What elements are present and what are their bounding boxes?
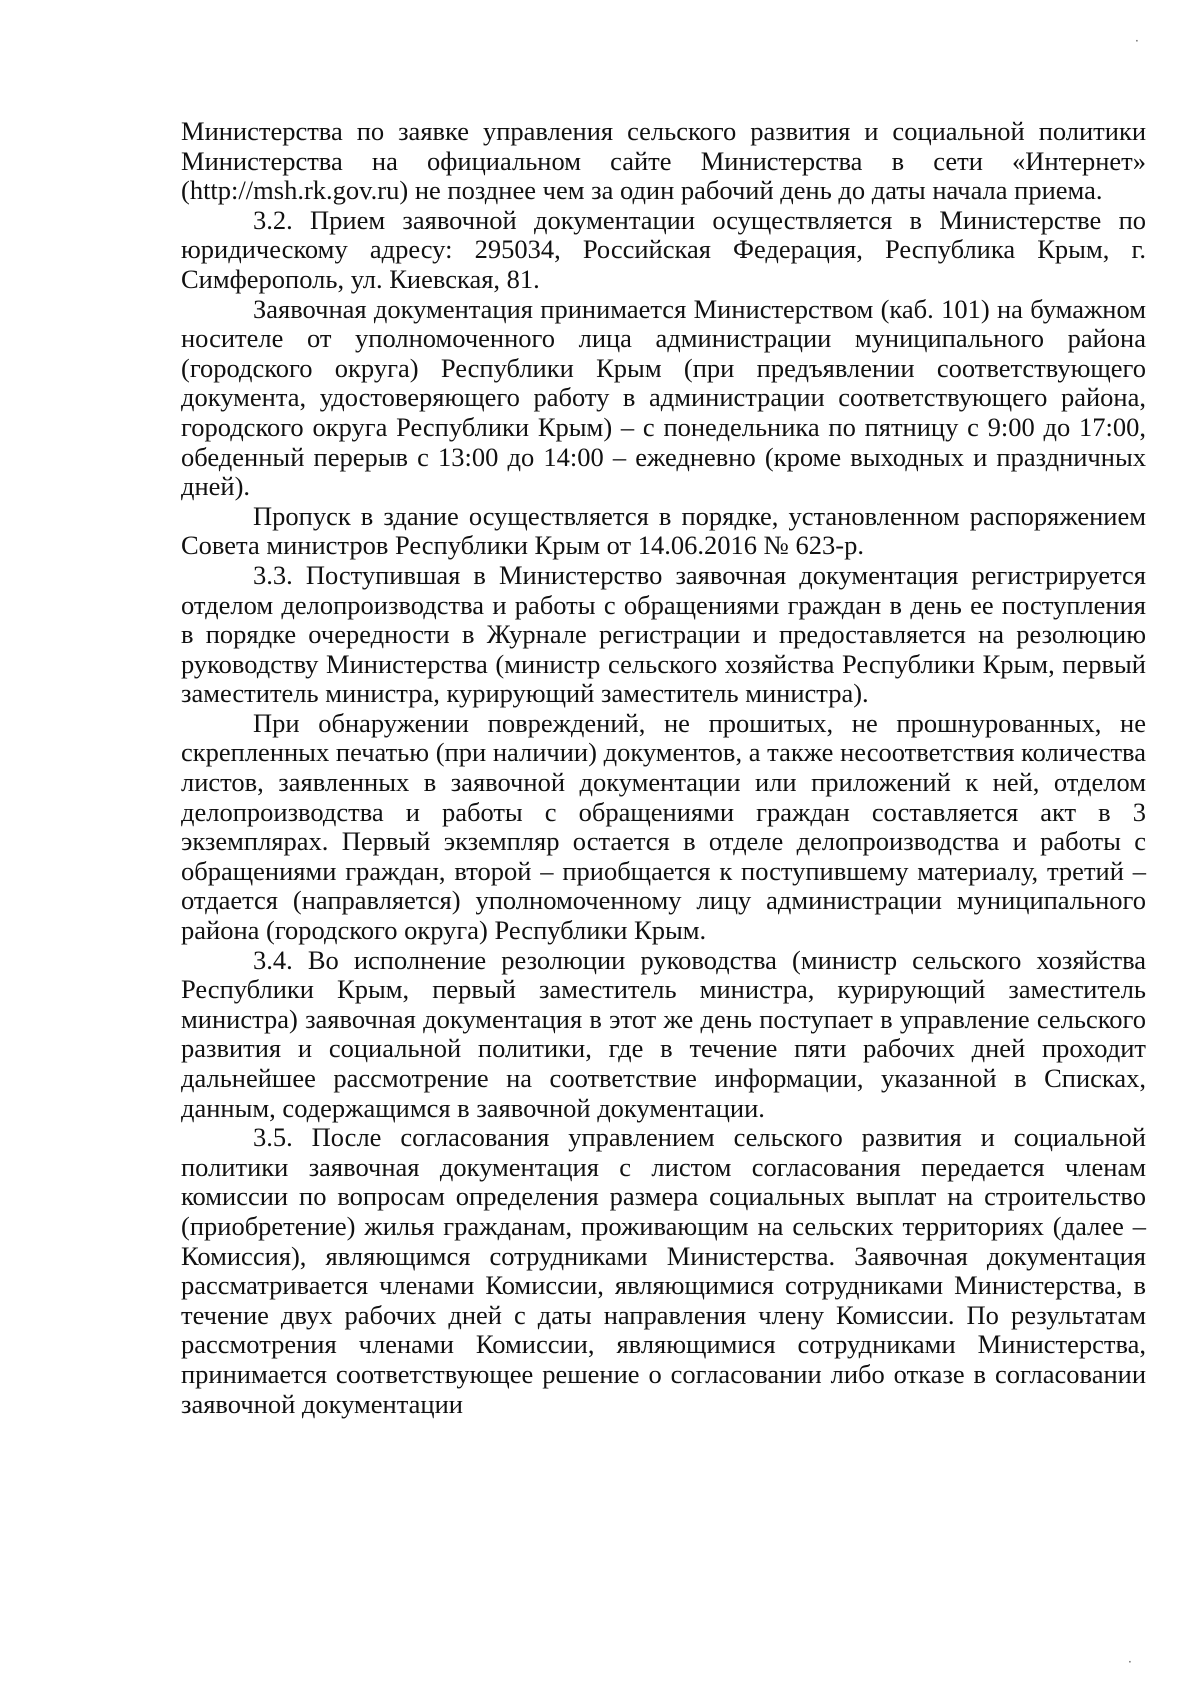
paragraph-3-2: 3.2. Прием заявочной документации осуществляется в Министерстве по юридическому адресу: 295034, Российская Федерация, Республика Крым, г. Симферополь, ул. Киевская, 81. — [181, 204, 1146, 294]
scan-speck-bottom: · — [1128, 1655, 1132, 1669]
paragraph-building-access: Пропуск в здание осуществляется в порядке, установленном распоряжением Совета министров Республики Крым от 14.06.2016 № 623-р. — [181, 500, 1146, 561]
paragraph-3-4: 3.4. Во исполнение резолюции руководства (министр сельского хозяйства Республики Крым, первый заместитель министра, курирующий заместитель министра) заявочная документация в этот же день поступает в управление сельского развития и социальной политики, где в течение пяти рабочих дней проходит дальнейшее рассмотрение на соответствие информации, указанной в Списках, данным, содержащимся в заявочной документации. — [181, 944, 1146, 1123]
paragraph-submission-hours: Заявочная документация принимается Министерством (каб. 101) на бумажном носителе от уполномоченного лица администрации муниципального района (городского округа) Республики Крым (при предъявлении соответствующего документа, удостоверяющего работу в администрации соответствующего района, городского округа Республики Крым) – с понедельника по пятницу с 9:00 до 17:00, обеденный перерыв с 13:00 до 14:00 – ежедневно (кроме выходных и праздничных дней). — [181, 293, 1146, 502]
paragraph-3-5: 3.5. После согласования управлением сельского развития и социальной политики заявочная документация с листом согласования передается членам комиссии по вопросам определения размера социальных выплат на строительство (приобретение) жилья гражданам, проживающим на сельских территориях (далее – Комиссия), являющимся сотрудниками Министерства. Заявочная документация рассматривается членами Комиссии, являющимися сотрудниками Министерства, в течение двух рабочих дней с даты направления члену Комиссии. По результатам рассмотрения членами Комиссии, являющимися сотрудниками Министерства, принимается соответствующее решение о согласовании либо отказе в согласовании заявочной документации — [181, 1122, 1146, 1419]
scan-speck-top: · — [1135, 34, 1139, 48]
paragraph-intro: Министерства по заявке управления сельского развития и социальной политики Министерства на официальном сайте Министерства в сети «Интернет» (http://msh.rk.gov.ru) не позднее чем за один рабочий день до даты начала приема. — [181, 116, 1146, 206]
document-body — [181, 117, 1146, 1419]
paragraph-3-3: 3.3. Поступившая в Министерство заявочная документация регистрируется отделом делопроизводства и работы с обращениями граждан в день ее поступления в порядке очередности в Журнале регистрации и предоставляется на резолюцию руководству Министерства (министр сельского хозяйства Республики Крым, первый заместитель министра, курирующий заместитель министра). — [181, 559, 1146, 709]
paragraph-damage-act: При обнаружении повреждений, не прошитых, не прошнурованных, не скрепленных печатью (при наличии) документов, а также несоответствия количества листов, заявленных в заявочной документации или приложений к ней, отделом делопроизводства и работы с обращениями граждан составляется акт в 3 экземплярах. Первый экземпляр остается в отделе делопроизводства и работы с обращениями граждан, второй – приобщается к поступившему материалу, третий – отдается (направляется) уполномоченному лицу администрации муниципального района (городского округа) Республики Крым. — [181, 707, 1146, 946]
